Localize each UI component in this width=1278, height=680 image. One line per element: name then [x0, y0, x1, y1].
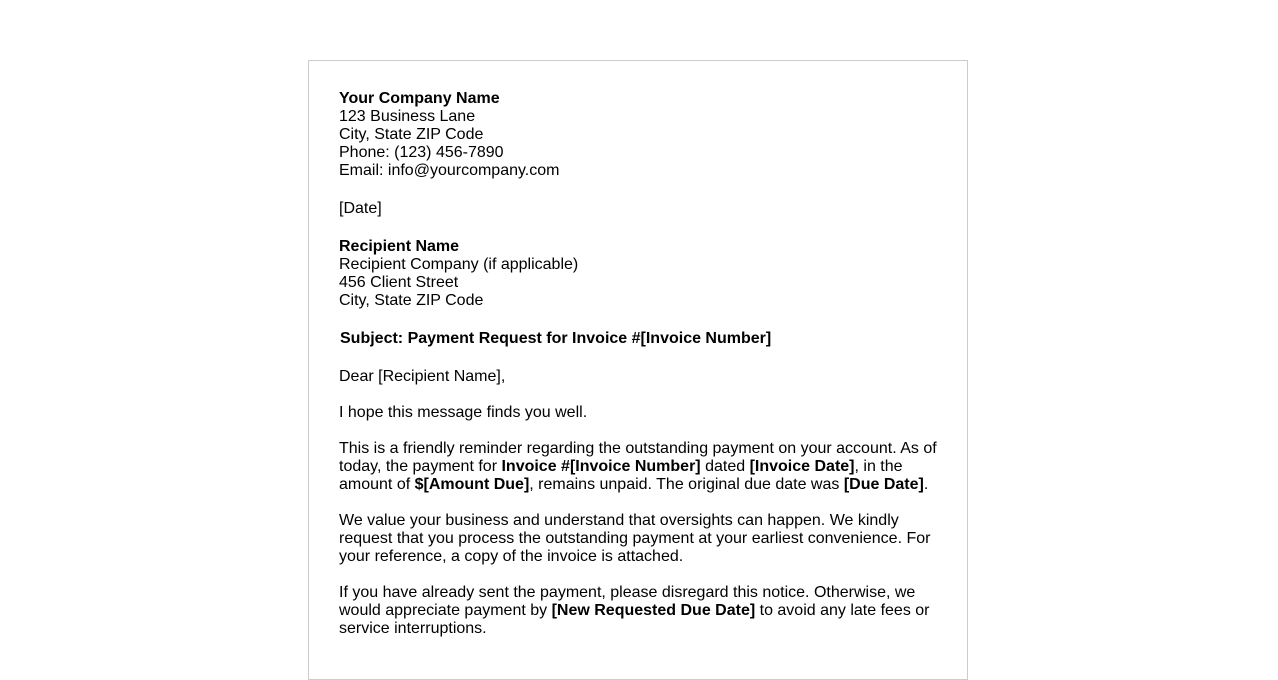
- value-line-2: request that you process the outstanding payment at your earliest convenience. For: [339, 530, 931, 547]
- intro-paragraph: I hope this message finds you well.: [339, 404, 588, 421]
- letter-page: [308, 60, 968, 680]
- letter-subject: Subject: Payment Request for Invoice #[Invoice Number]: [340, 330, 772, 347]
- sender-phone: Phone: (123) 456-7890: [339, 144, 504, 161]
- already-line-1: If you have already sent the payment, please disregard this notice. Otherwise, we: [339, 584, 916, 601]
- value-line-1: We value your business and understand that oversights can happen. We kindly: [339, 512, 899, 529]
- already-line-3: service interruptions.: [339, 620, 487, 637]
- value-paragraph: [339, 512, 939, 566]
- recipient-company: Recipient Company (if applicable): [339, 256, 579, 273]
- already-paid-paragraph: [339, 584, 939, 638]
- new-due-date: [New Requested Due Date]: [551, 602, 756, 619]
- reminder-text: .: [923, 476, 929, 493]
- letter-content: [339, 90, 939, 638]
- recipient-address: 456 Client Street: [339, 274, 459, 291]
- reminder-paragraph: [339, 440, 939, 494]
- sender-block: [339, 90, 939, 180]
- letter-date: [Date]: [339, 200, 382, 217]
- recipient-name: Recipient Name: [339, 238, 460, 255]
- reminder-line-1: This is a friendly reminder regarding the outstanding payment on your account. As of: [339, 440, 937, 457]
- amount-due: $[Amount Due]: [414, 476, 530, 493]
- sender-city: City, State ZIP Code: [339, 126, 484, 143]
- already-line-2: [339, 602, 939, 620]
- value-line-3: your reference, a copy of the invoice is attached.: [339, 548, 684, 565]
- already-text: would appreciate payment by: [339, 602, 552, 619]
- reminder-text: amount of: [339, 476, 415, 493]
- due-date: [Due Date]: [843, 476, 924, 493]
- reminder-line-3: [339, 476, 939, 494]
- reminder-text: , in the: [854, 458, 903, 475]
- invoice-date: [Invoice Date]: [749, 458, 855, 475]
- already-text: to avoid any late fees or: [755, 602, 930, 619]
- reminder-text: today, the payment for: [339, 458, 502, 475]
- reminder-text: dated: [700, 458, 750, 475]
- sender-address: 123 Business Lane: [339, 108, 476, 125]
- invoice-number: Invoice #[Invoice Number]: [501, 458, 701, 475]
- salutation: Dear [Recipient Name],: [339, 368, 506, 385]
- reminder-text: , remains unpaid. The original due date was: [529, 476, 844, 493]
- recipient-city: City, State ZIP Code: [339, 292, 484, 309]
- sender-email: Email: info@yourcompany.com: [339, 162, 560, 179]
- sender-company: Your Company Name: [339, 90, 500, 107]
- recipient-block: [339, 238, 939, 310]
- reminder-line-2: [339, 458, 939, 476]
